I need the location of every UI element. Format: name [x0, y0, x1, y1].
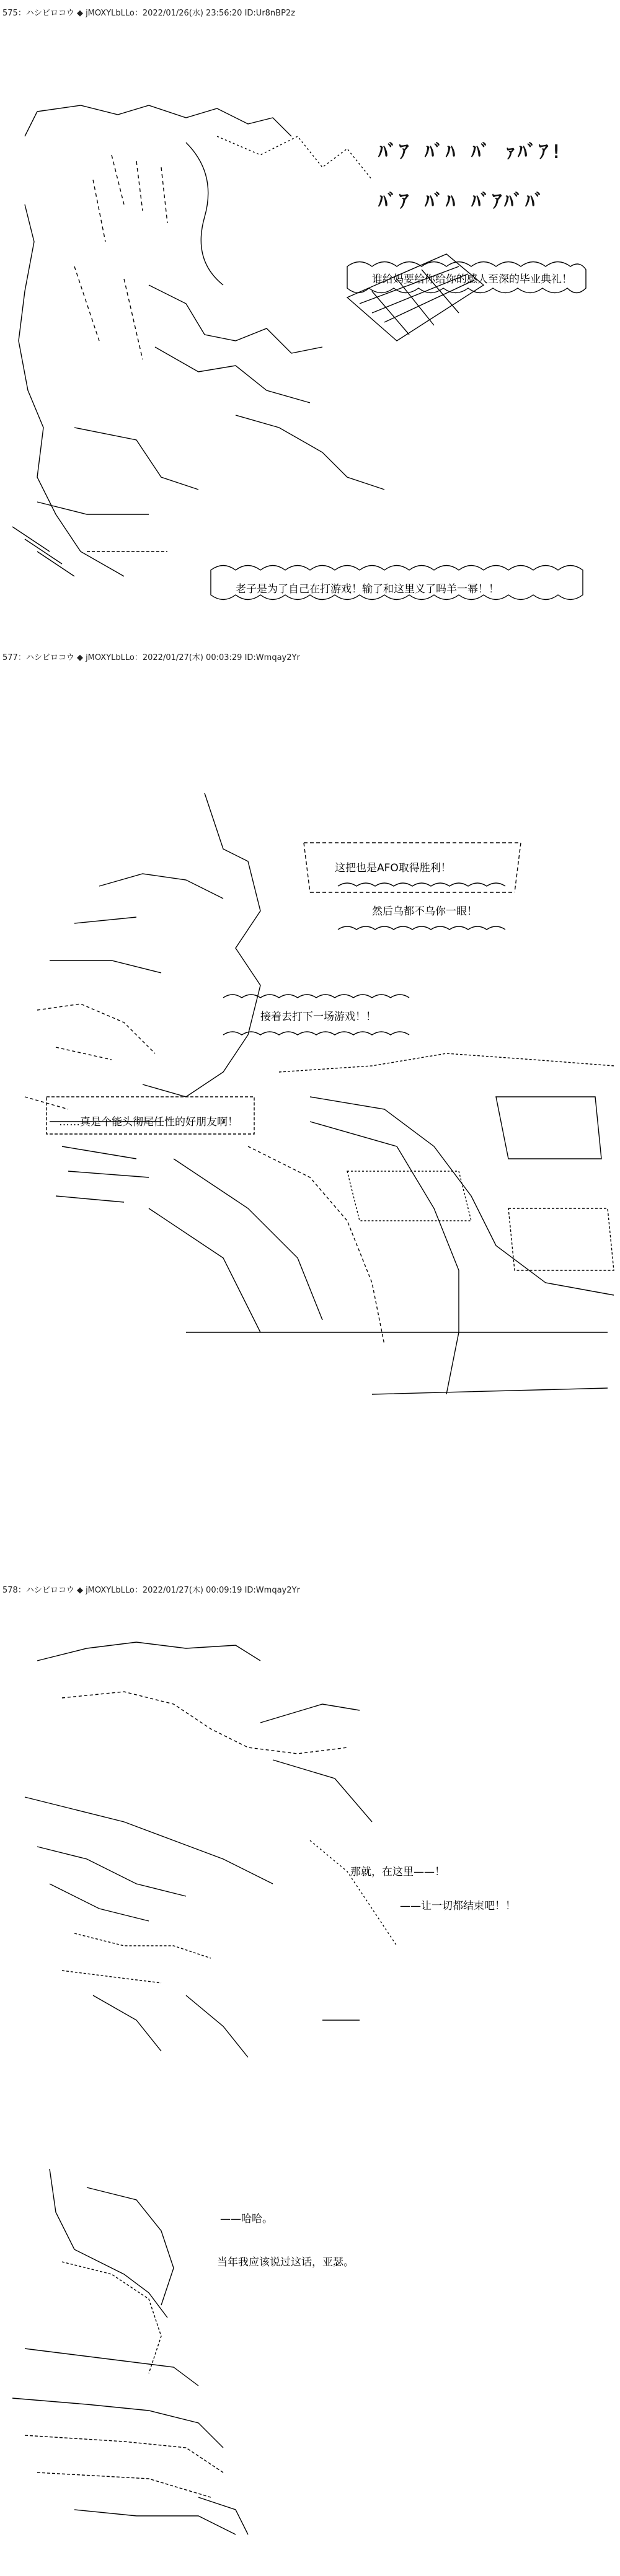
sound-effect-title-row-1: ﾊﾞｱ ﾊﾞﾊ ﾊﾞ ｧﾊﾞｱ!: [378, 141, 565, 163]
dialogue-line: 这把也是AFO取得胜利！: [335, 862, 451, 874]
ascii-art-panel-3: [0, 1624, 620, 2082]
post-header: 575：ハシビロコウ ◆ jMOXYLbLLo：2022/01/26(水) 23:56:20 ID:Ur8nBP2z: [2, 9, 296, 18]
post-header: 578：ハシビロコウ ◆ jMOXYLbLLo：2022/01/27(木) 00:09:19 ID:Wmqay2Yr: [2, 1586, 300, 1595]
dialogue-line: ——让一切都结束吧！！: [400, 1900, 516, 1912]
dialogue-line: 然后乌都不乌你一眼！: [372, 905, 477, 918]
dialogue-line: 谁给妈要给你给你的感人至深的毕业典礼！: [372, 273, 572, 286]
ascii-art-panel-4: [0, 2150, 620, 2559]
dialogue-line: 接着去打下一场游戏！！: [260, 1011, 376, 1023]
ascii-art-panel-1: [0, 81, 620, 638]
ascii-art-panel-2: [0, 775, 620, 1518]
post-header: 577：ハシビロコウ ◆ jMOXYLbLLo：2022/01/27(木) 00:03:29 ID:Wmqay2Yr: [2, 653, 300, 662]
dialogue-line: 老子是为了自己在打游戏！输了和这里义了吗羊一幂！！: [236, 583, 499, 596]
dialogue-line: 那就，在这里——！: [350, 1866, 445, 1878]
dialogue-line: 当年我应该说过这话，亚瑟。: [217, 2256, 354, 2269]
dialogue-line: ——哈哈。: [220, 2213, 273, 2225]
sound-effect-title-row-2: ﾊﾞｱ ﾊﾞﾊ ﾊﾞｱﾊﾞﾊﾞ: [378, 191, 547, 213]
dialogue-line: ……真是个能头彻尾任性的好朋友啊！: [59, 1116, 238, 1128]
